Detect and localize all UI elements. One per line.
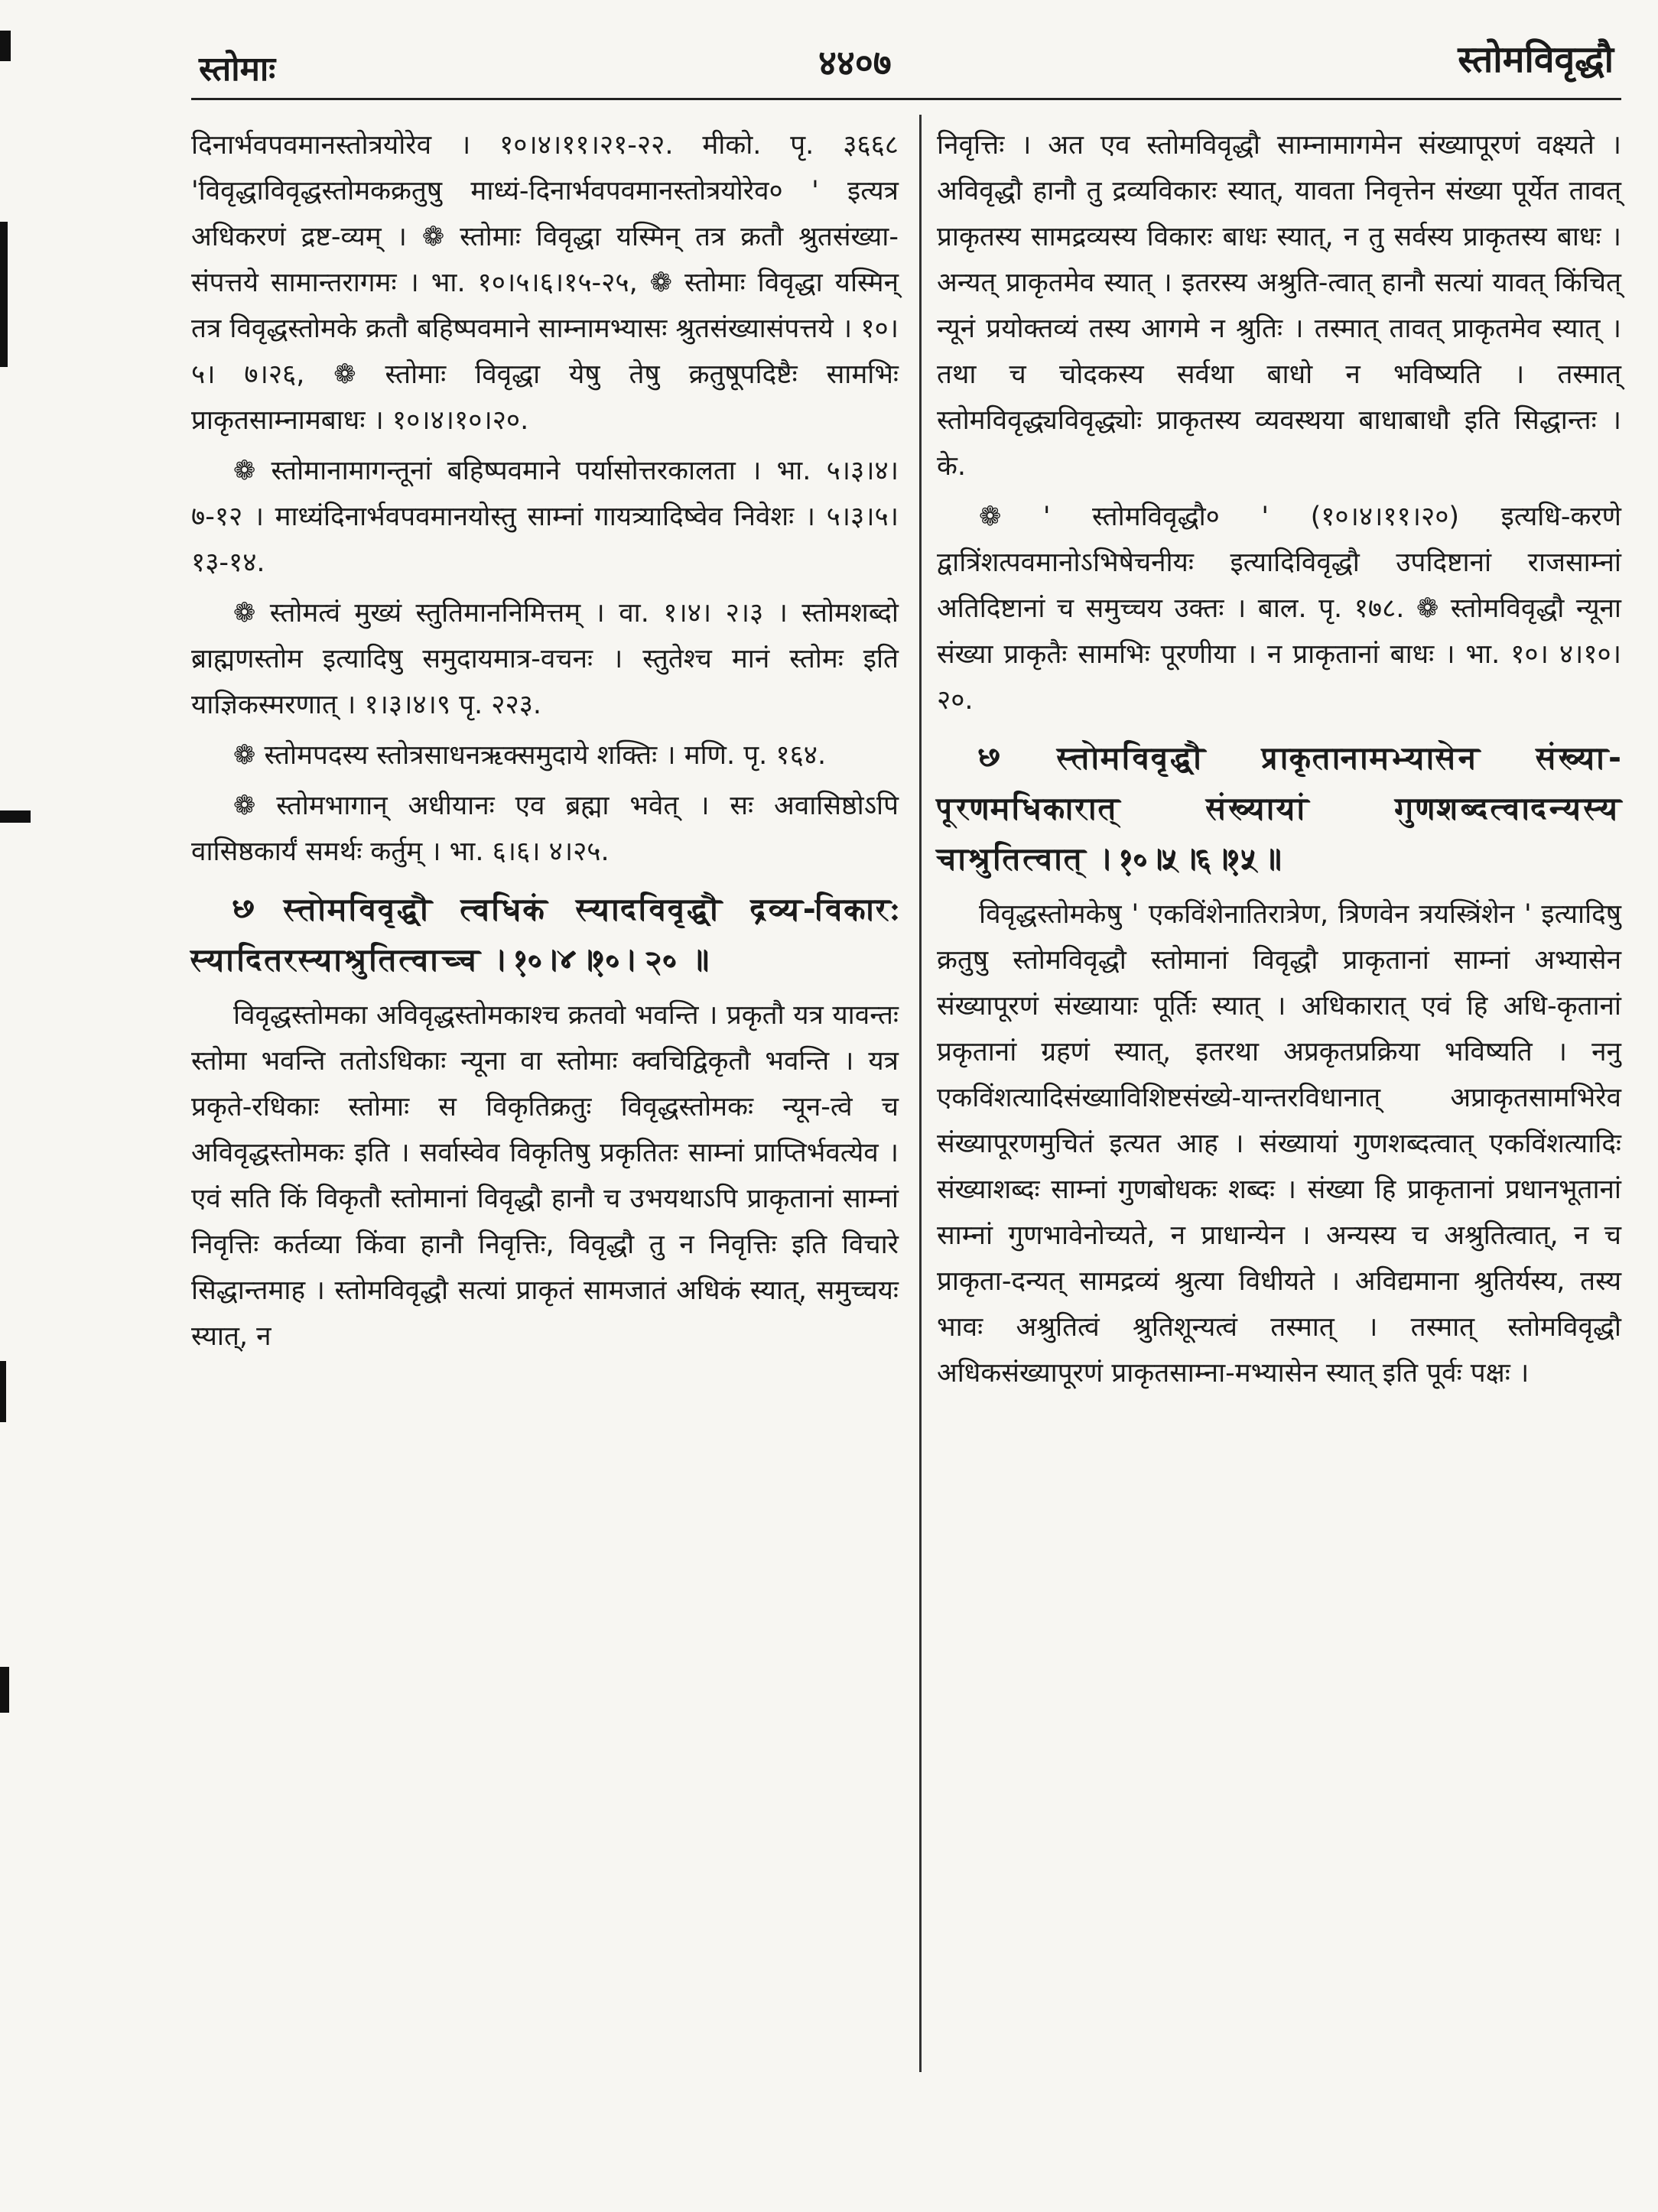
header-right-word: स्तोमविवृद्धौ	[1458, 38, 1614, 81]
paragraph: दिनार्भवपवमानस्तोत्रयोरेव । १०।४।११।२१-२२. मीको. पृ. ३६६८ 'विवृद्धाविवृद्धस्तोमकक्रतुषु माध्यं-दिनार्भवपवमानस्तोत्रयोरेव० ' इत्यत्र अधिकरणं द्रष्ट-व्यम् । ❁ स्तोमाः विवृद्धा यस्मिन् तत्र क्रतौ श्रुतसंख्या-संपत्तये सामान्तरागमः । भा. १०।५।६।१५-२५, ❁ स्तोमाः विवृद्धा यस्मिन् तत्र विवृद्धस्तोमके क्रतौ बहिष्पवमाने साम्नामभ्यासः श्रुतसंख्यासंपत्तये । १०।५। ७।२६, ❁ स्तोमाः विवृद्धा येषु तेषु क्रतुषूपदिष्टैः सामभिः प्राकृतसाम्नामबाधः । १०।४।१०।२०.	[191, 130, 899, 436]
entry-paragraph: ❁ स्तोमत्वं मुख्यं स्तुतिमाननिमित्तम् । वा. १।४। २।३ । स्तोमशब्दो ब्राह्मणस्तोम इत्यादिषु समुदायमात्र-वचनः । स्तुतेश्च मानं स्तोमः इति याज्ञिकस्मरणात् । १।३।४।९ पृ. २२३.	[191, 598, 899, 720]
right-column	[937, 122, 1621, 1401]
paragraph: निवृत्तिः । अत एव स्तोमविवृद्धौ साम्नामागमेन संख्यापूरणं वक्ष्यते । अविवृद्धौ हानौ तु द्रव्यविकारः स्यात्, यावता निवृत्तेन संख्या पूर्येत तावत् प्राकृतस्य सामद्रव्यस्य विकारः बाधः स्यात्, न तु सर्वस्य प्राकृतस्य बाधः । अन्यत् प्राकृतमेव स्यात् । इतरस्य अश्रुति-त्वात् हानौ सत्यां यावत् किंचित् न्यूनं प्रयोक्तव्यं तस्य आगमे न श्रुतिः । तस्मात् तावत् प्राकृतमेव स्यात् । तथा च चोदकस्य सर्वथा बाधो न भविष्यति । तस्मात् स्तोमविवृद्ध्यविवृद्ध्योः प्राकृतस्य व्यवस्थया बाधाबाधौ इति सिद्धान्तः । के.	[937, 130, 1621, 482]
sutra-heading: ꣸ स्तोमविवृद्धौ त्वधिकं स्यादविवृद्धौ द्रव्य-विकारः स्यादितरस्याश्रुतित्वाच्च । १०।४।१०। २० ॥	[191, 891, 899, 978]
margin-scan-mark	[0, 1361, 6, 1422]
page-header	[191, 31, 1621, 99]
column-divider	[919, 115, 922, 2072]
header-rule	[191, 98, 1621, 100]
margin-scan-mark	[0, 1667, 9, 1713]
entry-paragraph: ❁ ' स्तोमविवृद्धौ० ' (१०।४।११।२०) इत्यधि-करणे द्वात्रिंशत्पवमानोऽभिषेचनीयः इत्यादिविवृद्धौ उपदिष्टानां राजसाम्नां अतिदिष्टानां च समुच्चय उक्तः । बाल. पृ. १७८. ❁ स्तोमविवृद्धौ न्यूना संख्या प्राकृतैः सामभिः पूरणीया । न प्राकृतानां बाधः । भा. १०। ४।१०।२०.	[937, 502, 1621, 716]
margin-scan-mark	[0, 222, 8, 367]
entry-paragraph: ❁ स्तोमपदस्य स्तोत्रसाधनऋक्समुदाये शक्तिः । मणि. पृ. १६४.	[233, 740, 827, 771]
entry-paragraph: ❁ स्तोमानामागन्तूनां बहिष्पवमाने पर्यासोत्तरकालता । भा. ५।३।४।७-१२ । माध्यंदिनार्भवपवमानयोस्तु साम्नां गायत्र्यादिष्वेव निवेशः । ५।३।५।१३-१४.	[191, 456, 899, 578]
margin-scan-mark	[0, 810, 31, 823]
left-column	[191, 122, 899, 1364]
commentary-paragraph: विवृद्धस्तोमकेषु ' एकविंशेनातिरात्रेण, त्रिणवेन त्रयस्त्रिंशेन ' इत्यादिषु क्रतुषु स्तोमविवृद्धौ स्तोमानां विवृद्धौ प्राकृतानां साम्नां अभ्यासेन संख्यापूरणं संख्यायाः पूर्तिः स्यात् । अधिकारात् एवं हि अधि-कृतानां प्रकृतानां ग्रहणं स्यात्, इतरथा अप्रकृतप्रक्रिया भविष्यति । ननु एकविंशत्यादिसंख्याविशिष्टसंख्ये-यान्तरविधानात् अप्राकृतसामभिरेव संख्यापूरणमुचितं इत्यत आह । संख्यायां गुणशब्दत्वात् एकविंशत्यादिः संख्याशब्दः साम्नां गुणबोधकः शब्दः । संख्या हि प्राकृतानां प्रधानभूतानां साम्नां गुणभावेनोच्यते, न प्राधान्येन । अन्यस्य च अश्रुतित्वात्, न च प्राकृता-दन्यत् सामद्रव्यं श्रुत्या विधीयते । अविद्यमाना श्रुतिर्यस्य, तस्य भावः अश्रुतित्वं श्रुतिशून्यत्वं तस्मात् । तस्मात् स्तोमविवृद्धौ अधिकसंख्यापूरणं प्राकृतसाम्ना-मभ्यासेन स्यात् इति पूर्वः पक्षः ।	[937, 899, 1621, 1389]
margin-scan-mark	[0, 31, 11, 61]
header-left-word: स्तोमाः	[199, 50, 276, 89]
entry-paragraph: ❁ स्तोमभागान् अधीयानः एव ब्रह्मा भवेत् । सः अवासिष्ठोऽपि वासिष्ठकार्यं समर्थः कर्तुम् । भा. ६।६। ४।२५.	[191, 791, 899, 867]
page-number: ४४०७	[818, 42, 892, 83]
sutra-heading: ꣸ स्तोमविवृद्धौ प्राकृतानामभ्यासेन संख्या-पूरणमधिकारात् संख्यायां गुणशब्दत्वादन्यस्य चाश्रुतित्वात् । १०।५।६।१५॥	[937, 739, 1621, 877]
commentary-paragraph: विवृद्धस्तोमका अविवृद्धस्तोमकाश्च क्रतवो भवन्ति । प्रकृतौ यत्र यावन्तः स्तोमा भवन्ति ततोऽधिकाः न्यूना वा स्तोमाः क्वचिद्विकृतौ भवन्ति । यत्र प्रकृते-रधिकाः स्तोमाः स विकृतिक्रतुः विवृद्धस्तोमकः न्यून-त्वे च अविवृद्धस्तोमकः इति । सर्वास्वेव विकृतिषु प्रकृतितः साम्नां प्राप्तिर्भवत्येव । एवं सति किं विकृतौ स्तोमानां विवृद्धौ हानौ च उभयथाऽपि प्राकृतानां साम्नां निवृत्तिः कर्तव्या किंवा हानौ निवृत्तिः, विवृद्धौ तु न निवृत्तिः इति विचारे सिद्धान्तमाह । स्तोमविवृद्धौ सत्यां प्राकृतं सामजातं अधिकं स्यात्, समुच्चयः स्यात्, न	[191, 1000, 899, 1352]
